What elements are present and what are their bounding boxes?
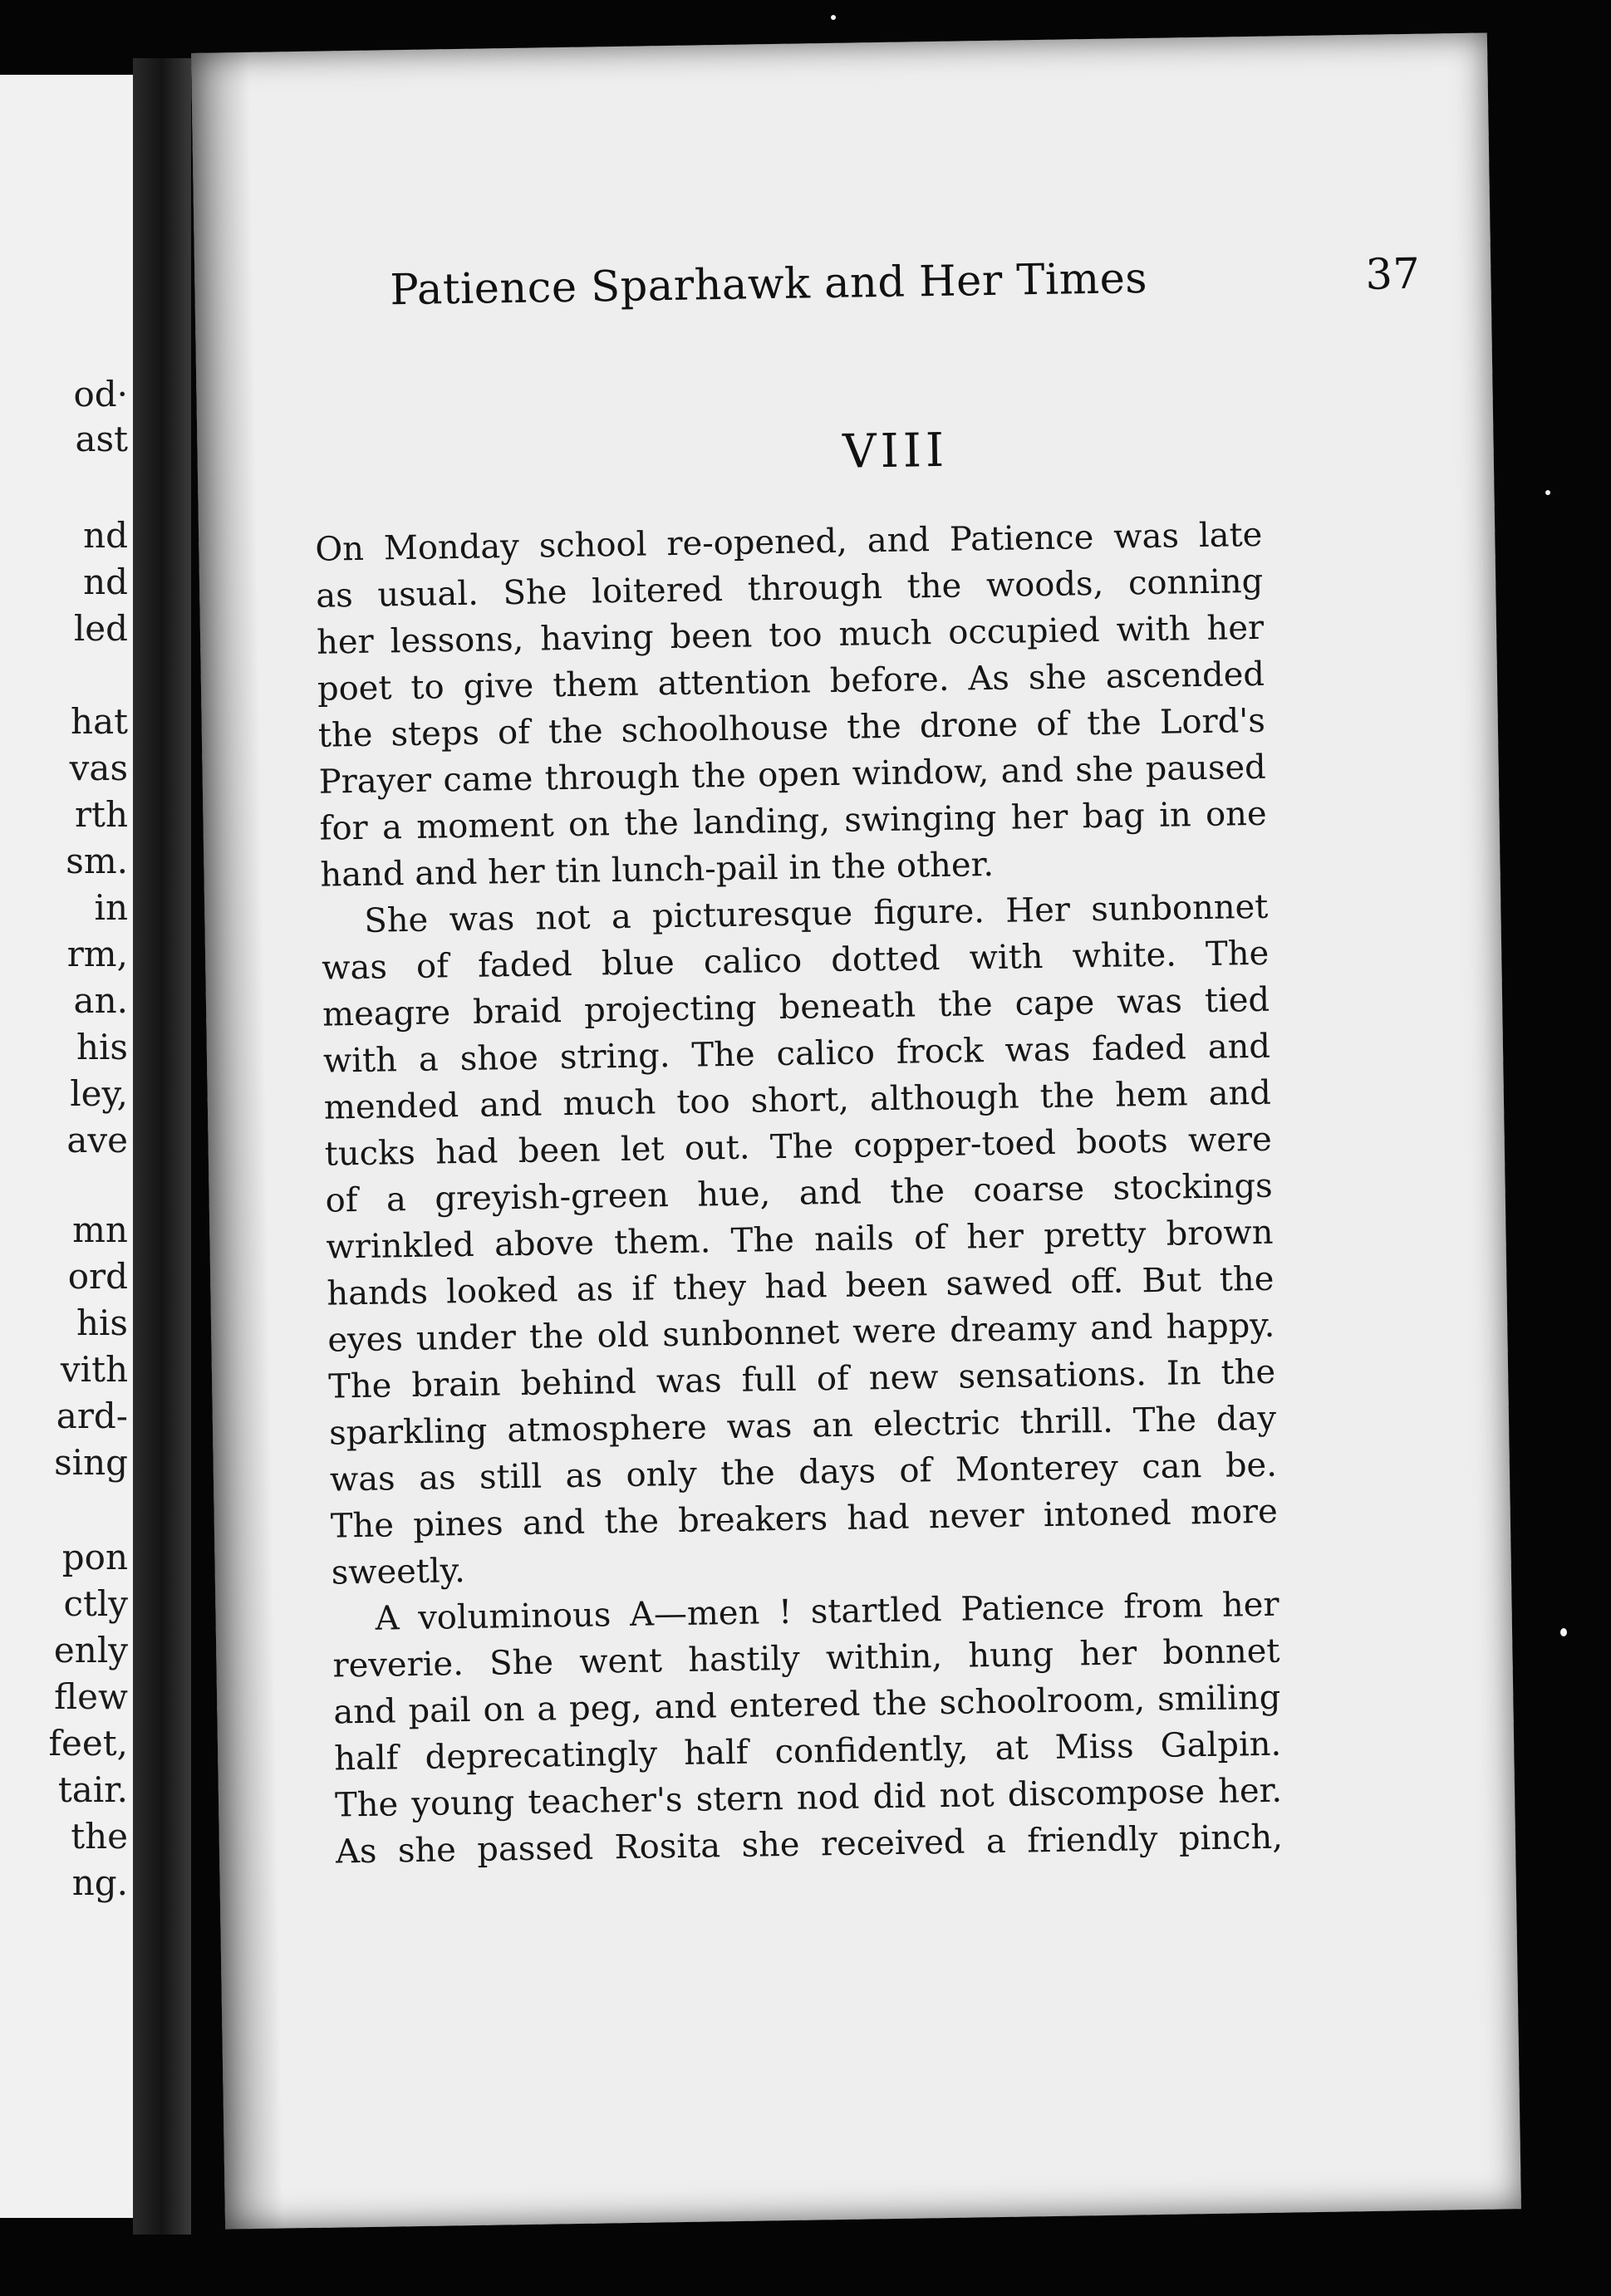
left-page-text: flew [54,1676,128,1717]
text-line: A voluminous A—men ! startled Patience from her [375,1585,1279,1638]
left-page-text: enly [53,1630,128,1670]
text-line: The brain behind was full of new sensations. In the [327,1352,1276,1406]
left-page-text: rm, [66,934,128,974]
text-line: sparkling atmosphere was an electric thrill. The day [328,1399,1277,1453]
left-page-text: pon [61,1537,128,1577]
page-shadow [191,52,283,2230]
left-page-text: ord [67,1256,128,1297]
text-line: The pines and the breakers had never intoned more [330,1492,1279,1546]
page-number: 37 [1365,249,1421,300]
text-line: with a shoe string. The calico frock was faded and [322,1027,1271,1081]
text-line: As she passed Rosita she received a friendly pinch, [335,1818,1284,1872]
left-page-text: vith [60,1349,128,1390]
text-line: hands looked as if they had been sawed off. But the [327,1259,1275,1313]
text-line: reverie. She went hastily within, hung her bonnet [332,1631,1280,1685]
text-line: the steps of the schoolhouse the drone of the Lord's [317,701,1266,755]
text-line: as usual. She loitered through the woods, conning [315,562,1264,616]
left-page-text: feet, [48,1723,128,1764]
book-gutter [133,58,191,2235]
left-page-text: ast [75,419,128,459]
left-page-text: led [73,608,128,649]
text-line: She was not a picturesque figure. Her sunbonnet [364,887,1269,940]
text-line: and pail on a peg, and entered the schoolroom, smiling [333,1678,1281,1732]
left-facing-page [0,75,133,2218]
left-page-text: an. [73,980,128,1021]
text-line: The young teacher's stern nod did not discompose her. [334,1771,1283,1825]
text-line: eyes under the old sunbonnet were dreamy and happy. [327,1306,1275,1360]
text-line: mended and much too short, although the hem and [323,1073,1272,1127]
left-page-text: his [76,1303,128,1343]
left-page-text: ard- [56,1396,128,1436]
scan-speck [831,15,836,20]
left-page-text: nd [83,515,128,556]
left-page-text: ley, [70,1073,128,1114]
left-page-text: ng. [71,1862,128,1903]
left-page-text: vas [69,748,128,788]
left-page-text: sm. [66,841,128,881]
left-page-text: od· [73,374,128,415]
left-page-text: mn [72,1209,128,1250]
text-line: her lessons, having been too much occupied with her [316,608,1265,662]
left-page-text: in [94,887,128,928]
text-line: On Monday school re-opened, and Patience was late [315,515,1263,569]
text-line: for a moment on the landing, swinging her bag in one [319,794,1267,848]
text-line: was of faded blue calico dotted with white. The [321,934,1270,988]
text-line: sweetly. [331,1552,466,1592]
running-head [390,250,1421,315]
chapter-heading: VIII [842,423,949,479]
text-line: poet to give them attention before. As she ascended [317,655,1265,709]
left-page-text: hat [71,701,128,742]
left-page-text: tair. [57,1769,128,1810]
text-line: half deprecatingly half confidently, at Miss Galpin. [333,1724,1282,1778]
text-line: Prayer came through the open window, and she paused [318,748,1267,802]
scan-speck [1545,490,1550,495]
text-line: meagre braid projecting beneath the cape was tied [322,980,1270,1034]
left-page-text: sing [54,1442,128,1483]
left-page-text: the [71,1816,128,1857]
running-head-title: Patience Sparhawk and Her Times [390,253,1148,316]
left-page-text: nd [83,562,128,602]
text-line: tucks had been let out. The copper-toed boots were [324,1120,1273,1174]
text-line: of a greyish-green hue, and the coarse stockings [325,1166,1273,1220]
left-page-text: ctly [63,1583,128,1624]
left-page-text: ave [66,1120,128,1160]
body-text [315,512,1283,1876]
left-page-text: his [76,1027,128,1067]
text-line: hand and her tin lunch-pail in the other. [320,845,995,895]
text-line: was as still as only the days of Monterey can be. [329,1445,1278,1499]
scan-speck [1560,1628,1567,1636]
left-page-text: rth [74,794,128,835]
book-page [191,32,1521,2229]
text-line: wrinkled above them. The nails of her pretty brown [326,1213,1274,1267]
